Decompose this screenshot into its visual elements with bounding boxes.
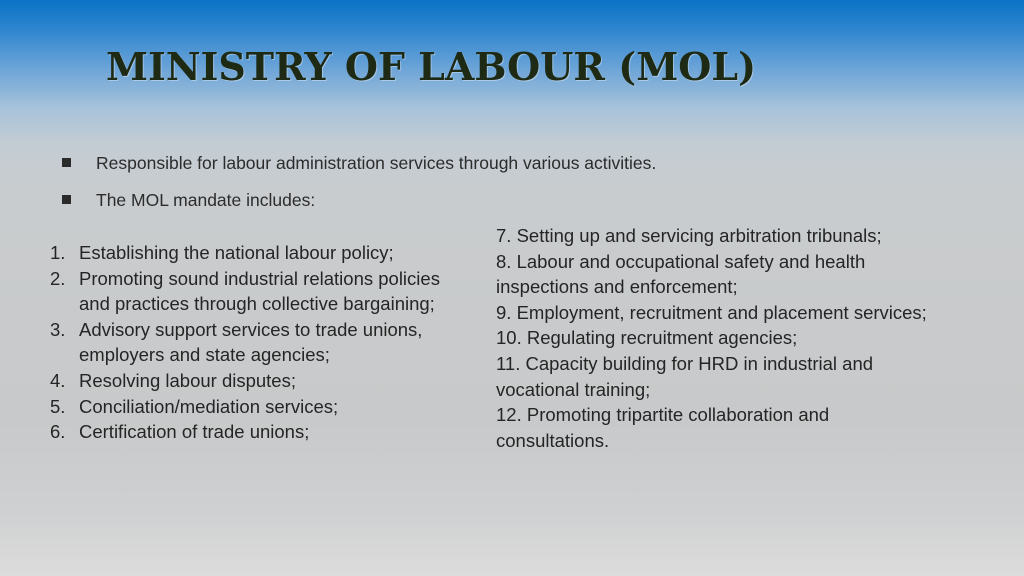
bullet-list [62,150,656,224]
bullet-item [62,187,656,224]
list-item [50,240,450,266]
list-item [50,317,450,368]
list-item [50,394,450,420]
bullet-item [62,150,656,187]
list-number: 6. [50,421,66,443]
list-text: Conciliation/mediation services; [79,395,339,417]
list-item [50,266,450,317]
list-item [50,419,450,445]
list-text: Resolving labour disputes; [79,369,296,391]
list-text: Certification of trade unions; [79,421,310,443]
list-number: 3. [50,318,66,340]
slide-title: MINISTRY OF LABOUR (MOL) [106,44,757,89]
list-number: 1. [50,242,66,263]
list-text: Promoting sound industrial relations policies and practices through collective bargaining; [79,267,440,315]
list-text: Advisory support services to trade unions, employers and state agencies; [79,318,423,366]
square-bullet-icon [62,158,71,167]
list-number: 4. [50,369,66,391]
list-item: 10. Regulating recruitment agencies; [496,327,798,349]
list-item: 9. Employment, recruitment and placement services; [496,301,927,323]
list-number: 5. [50,395,66,417]
list-item: 12. Promoting tripartite collaboration and consultations. [496,404,830,451]
list-item: 7. Setting up and servicing arbitration tribunals; [496,225,882,246]
mandate-list-left [50,240,450,445]
bullet-text: Responsible for labour administration services through various activities. [96,153,657,173]
list-item: 11. Capacity building for HRD in industrial and vocational training; [496,352,874,400]
list-item [50,368,450,394]
square-bullet-icon [62,195,71,204]
list-text: Establishing the national labour policy; [79,242,394,263]
bullet-text: The MOL mandate includes: [96,190,316,210]
list-number: 2. [50,267,66,289]
list-item: 8. Labour and occupational safety and health inspections and enforcement; [496,250,866,298]
mandate-list-right [496,223,936,453]
